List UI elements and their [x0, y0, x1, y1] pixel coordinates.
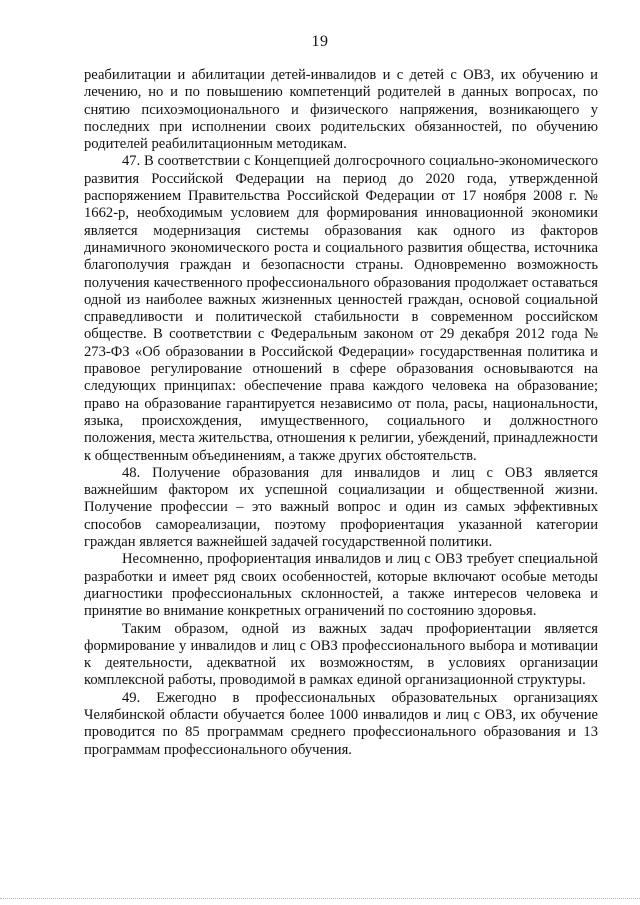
page-number: 19 — [311, 33, 329, 50]
paragraph-49-chelyabinsk-stats: 49. Ежегодно в профессиональных образовательных организациях Челябинской области обучается более 1000 инвалидов и лиц с ОВЗ, их обучение проводится по 85 программам среднего профессионального образования и 13 программам профессионального обучения. — [84, 689, 598, 758]
paragraph-48-socialization: 48. Получение образования для инвалидов и лиц с ОВЗ является важнейшим фактором их успешной социализации и общественной жизни. Получение профессии – это важный вопрос и один из самых эффективных способов самореализации, поэтому профориентация указанной категории граждан является важнейшей задачей государственной политики. — [84, 464, 598, 551]
paragraph-47-education-concept: 47. В соответствии с Концепцией долгосрочного социально-экономического развития Российской Федерации на период до 2020 года, утвержденной распоряжением Правительства Российской Федерации от 17 ноября 2008 г. № 1662-р, необходимым условием для формирования инновационной экономики является модернизация системы образования как одного из факторов динамичного экономического роста и социального развития общества, источника благополучия граждан и безопасности страны. Одновременно возможность получения качественного профессионального образования продолжает оставаться одной из наиболее важных жизненных ценностей граждан, основой социальной справедливости и политической стабильности в современном российском обществе. В соответствии с Федеральным законом от 29 декабря 2012 года № 273-ФЗ «Об образовании в Российской Федерации» государственная политика и правовое регулирование отношений в сфере образования основываются на следующих принципах: обеспечение права каждого человека на образование; право на образование гарантируется независимо от пола, расы, национальности, языка, происхождения, имущественного, социального и должностного положения, места жительства, отношения к религии, убеждений, принадлежности к общественным объединениям, а также других обстоятельств. — [84, 153, 598, 464]
paragraph-rehabilitation-continuation: реабилитации и абилитации детей-инвалидов и с детей с ОВЗ, их обучению и лечению, но и по повышению компетенций родителей в данных вопросах, по снятию психоэмоционального и физического напряжения, возникающего у последних при исполнении своих родительских обязанностей, по обучению родителей реабилитационным методикам. — [84, 67, 598, 153]
document-body — [84, 67, 598, 759]
paragraph-career-guidance-tasks: Таким образом, одной из важных задач профориентации является формирование у инвалидов и лиц с ОВЗ профессионального выбора и мотивации к деятельности, адекватной их возможностям, в условиях организации комплексной работы, проводимой в рамках единой организационной структуры. — [84, 620, 598, 689]
paragraph-career-guidance-features: Несомненно, профориентация инвалидов и лиц с ОВЗ требует специальной разработки и имеет ряд своих особенностей, которые включают особые методы диагностики профессиональных склонностей, а также интересов человека и принятие во внимание конкретных ограничений по состоянию здоровья. — [84, 551, 598, 620]
footer-divider — [0, 898, 640, 899]
